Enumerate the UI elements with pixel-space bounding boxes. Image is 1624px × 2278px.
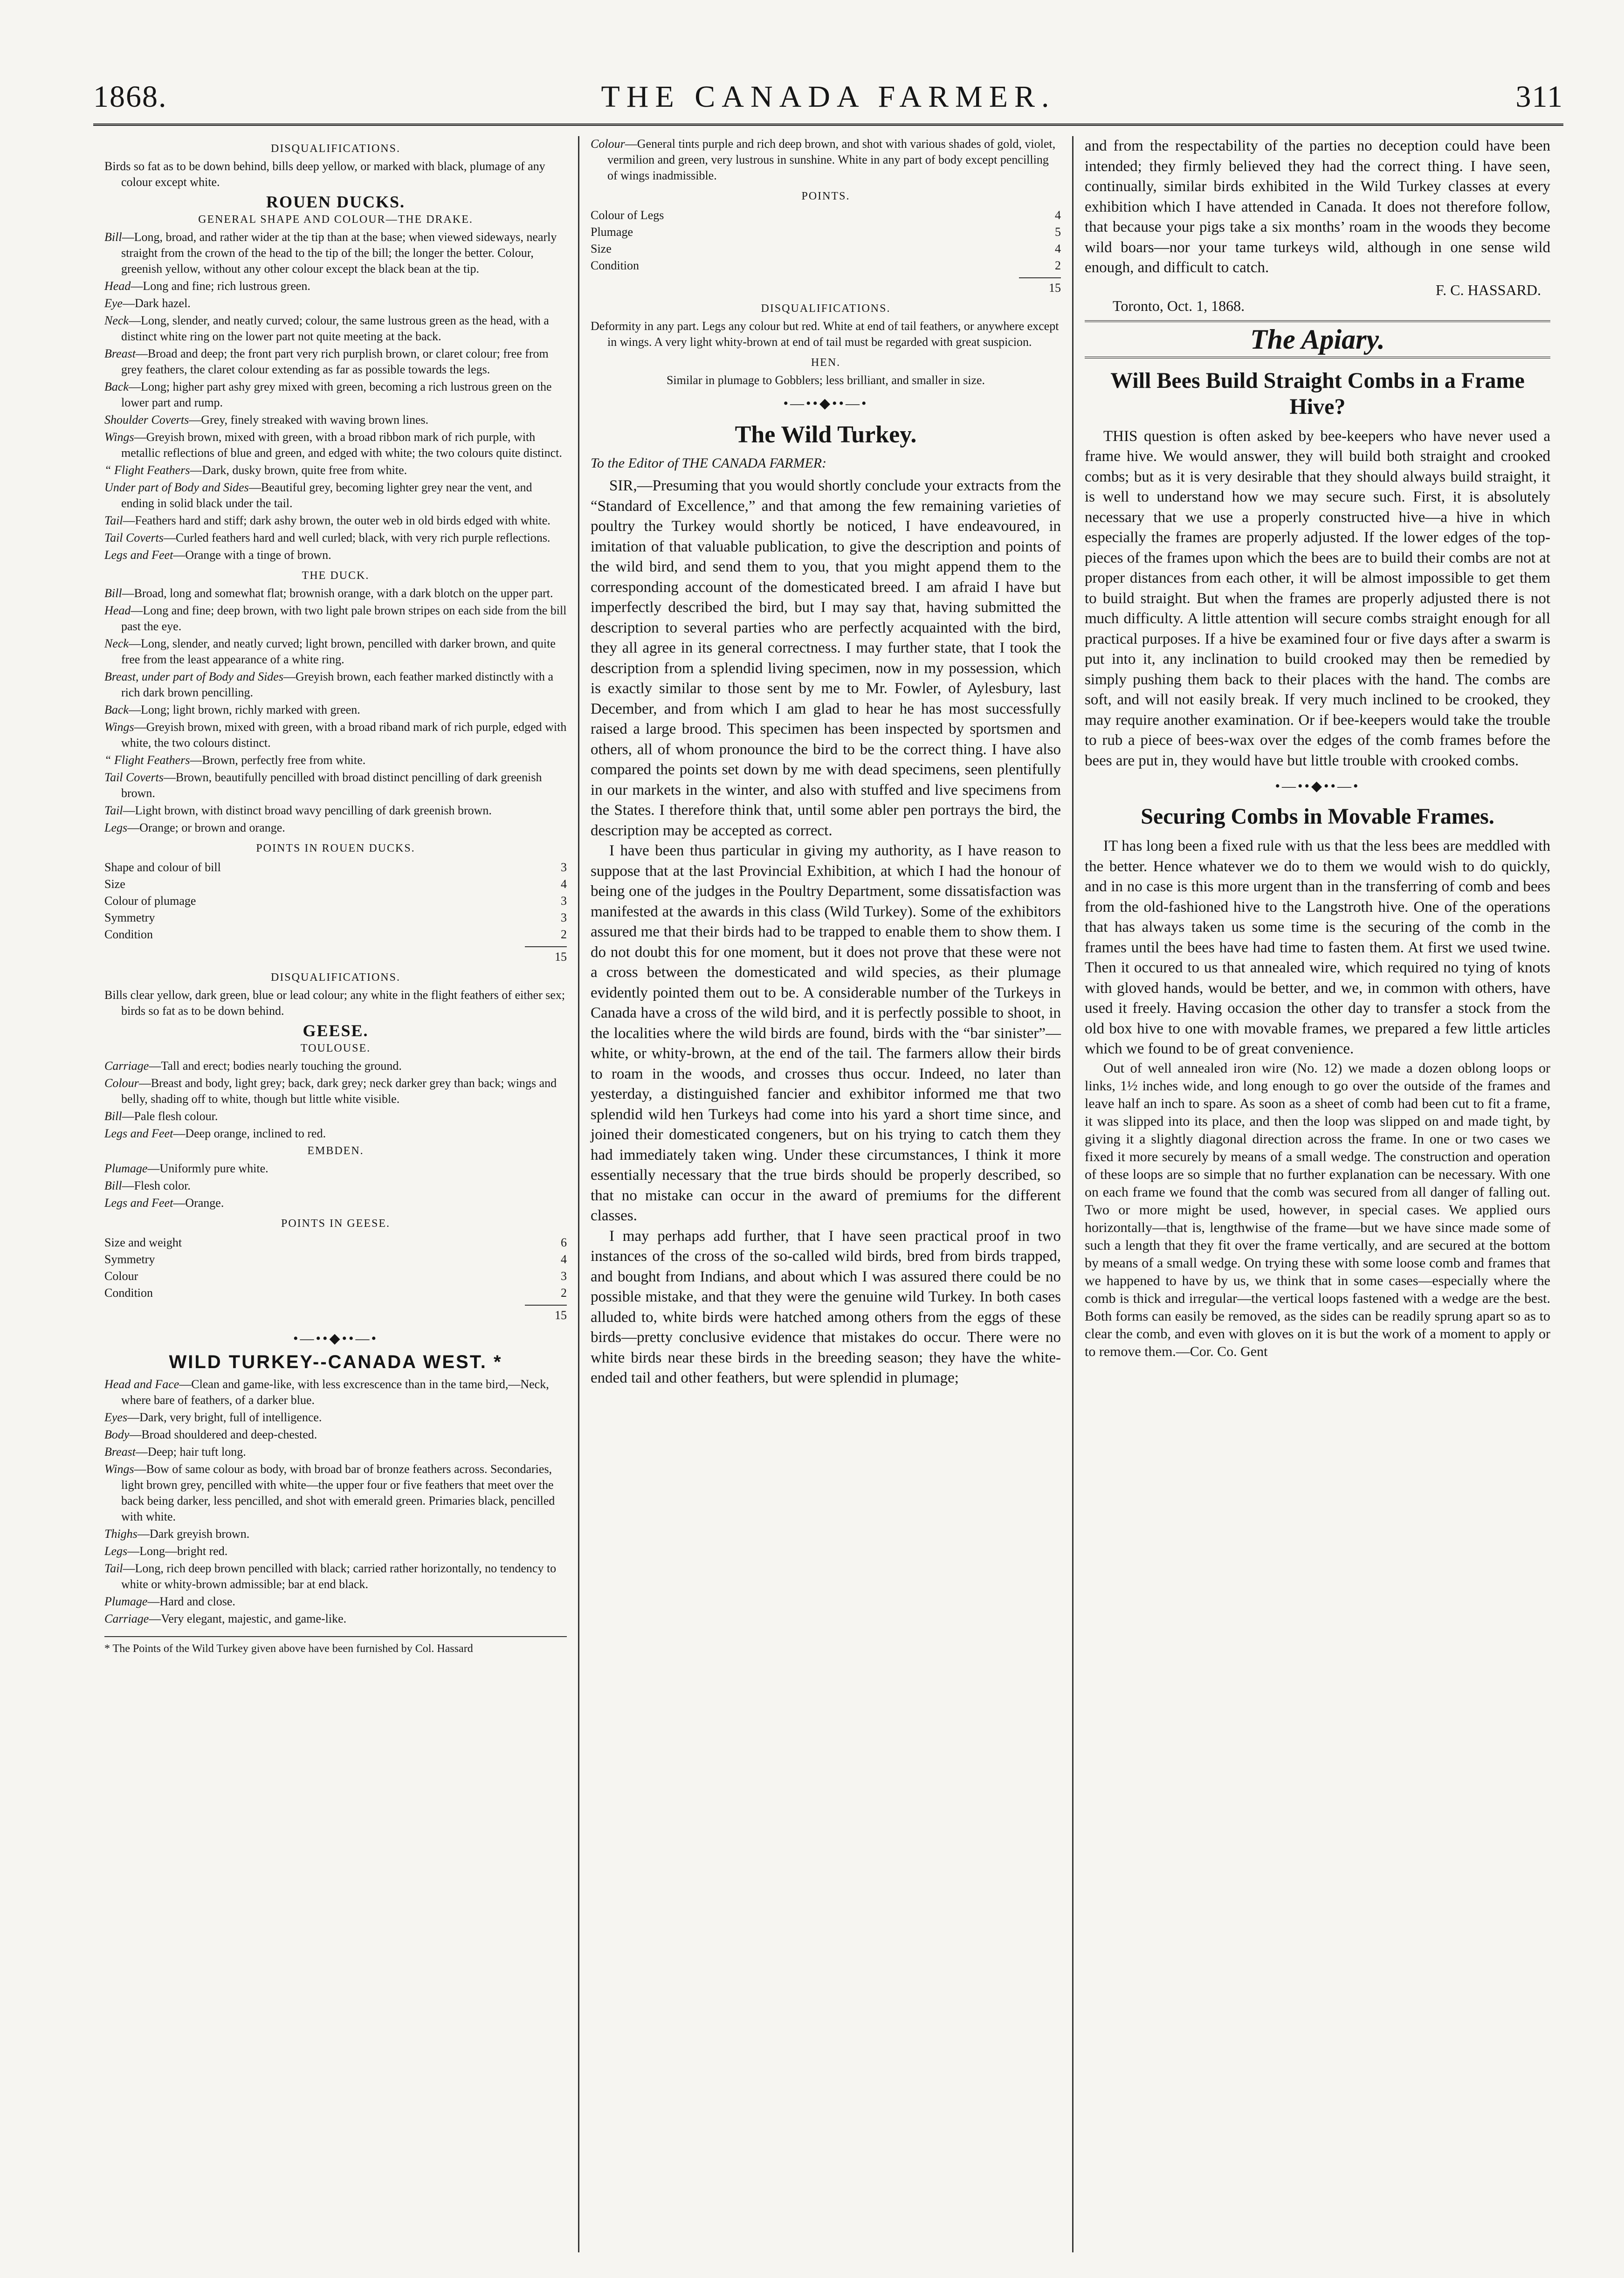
entry-term: Breast — [104, 1445, 136, 1459]
entry-term: Tail — [104, 514, 123, 527]
entry-term: Plumage — [104, 1595, 148, 1608]
description-entry — [104, 820, 567, 836]
entry-term: Carriage — [104, 1059, 149, 1073]
points-value: 6 — [561, 1236, 567, 1249]
turkey-colour-entry — [591, 136, 1061, 184]
description-entry — [104, 346, 567, 378]
entry-text: —General tints purple and rich deep brown, and shot with various shades of gold, violet, vermilion and green, very lustrous in sunshine. White in any part of body except pencilling of wings inadmissible. — [607, 137, 1056, 182]
points-value: 3 — [561, 860, 567, 874]
points-value: 3 — [561, 894, 567, 908]
points-label: Condition — [104, 1286, 153, 1300]
points-label: Colour — [104, 1269, 138, 1283]
disqualifications-text-2: Bills clear yellow, dark green, blue or lead colour; any white in the flight feathers of either sex; birds so fat as to be down behind. — [104, 988, 565, 1018]
points-value: 3 — [561, 1269, 567, 1283]
duck-heading: THE DUCK. — [302, 570, 370, 582]
description-entry — [104, 229, 567, 277]
description-entry — [104, 669, 567, 701]
geese-points-heading: POINTS IN GEESE. — [281, 1218, 390, 1230]
description-entry — [104, 296, 567, 311]
entry-term: Breast, under part of Body and Sides — [104, 670, 283, 683]
entry-term: Plumage — [104, 1162, 148, 1175]
embden-description-list — [104, 1161, 567, 1211]
entry-text: —Long, rich deep brown pencilled with black; carried rather horizontally, no tendency to white or whity-brown admissible; bar at end black. — [121, 1562, 557, 1591]
points-row — [104, 893, 567, 909]
points-label: Symmetry — [104, 911, 155, 924]
bees-article-title: Will Bees Build Straight Combs in a Frame Hive? — [1110, 368, 1525, 419]
points-row — [104, 1285, 567, 1301]
entry-text: —Flesh color. — [122, 1179, 191, 1192]
points-row — [591, 257, 1061, 274]
points-label: Size — [104, 877, 125, 891]
description-entry — [104, 719, 567, 751]
section-divider: •—••◆••—• — [1275, 778, 1360, 794]
section-divider: •—••◆••—• — [293, 1331, 378, 1346]
description-entry — [104, 770, 567, 801]
disqualifications-heading-2: DISQUALIFICATIONS. — [270, 971, 400, 984]
article-paragraph-2: I have been thus particular in giving my authority, as I have reason to suppose that at the last Provincial Exhibition, at which I had the honour of being one of the judges in the Poultry Department, some dissatisfaction was manifested at the awards in this class (Wild Turkey). Some of the exhibitors assured me that their birds had to be trapped to enable them to show them. I do not doubt this for one moment, but it does not prove that these were not a cross between the domesticated and wild species, as their plumage evidently pointed them out to be. A considerable number of the Turkeys in Canada have a cross of the wild bird, and it is perfectly possible to shoot, in the localities where the wild birds are found, birds with the “bar sinister”—white, or whity-brown, at the end of the tail. The farmers allow their birds to roam in the woods, and crosses thus occur. Indeed, no later than yesterday, a distinguished fancier and exhibitor informed me that two splendid wild hen Turkeys had come into his yard a short time since, and joined their domesticated congeners, but on his trying to catch them they had immediately taken wing. Under these circumstances, I think it more essentially necessary that the true birds should be properly described, so that no mistake can occur in the award of premiums for the different classes. — [591, 842, 1061, 1224]
entry-text: —Uniformly pure white. — [147, 1162, 268, 1175]
entry-term: Head and Face — [104, 1377, 179, 1391]
rouen-points-total: 15 — [525, 946, 567, 965]
description-entry — [104, 379, 567, 411]
entry-text: —Long, slender, and neatly curved; colour, the same lustrous green as the head, with a distinct white ring on the lower part not quite meeting at the back. — [121, 314, 549, 343]
entry-text: —Orange with a tinge of brown. — [173, 548, 331, 562]
disqualifications-text: Birds so fat as to be down behind, bills deep yellow, or marked with black, plumage of any colour except white. — [104, 159, 545, 189]
turkey-disqualifications-heading: DISQUALIFICATIONS. — [761, 303, 891, 315]
entry-term: Bill — [104, 230, 122, 244]
turkey-points-table — [591, 207, 1061, 275]
entry-term: Neck — [104, 637, 129, 650]
entry-term: Bill — [104, 1109, 122, 1123]
bees-article-text: THIS question is often asked by bee-keepers who have never used a frame hive. We would answer, they will build both straight and crooked combs; but as it is very desirable that they should always build straight, it is well to understand how we may secure such. First, it is absolutely necessary that we use a properly constructed hive—a hive in which especially the frames are properly adjusted. If the lower edges of the top-pieces of the frames upon which the bees are to build their combs are not at proper distances from each other, it will be almost impossible to get them to build straight. But when the frames are properly adjusted there is not much difficulty. A little attention will secure combs straight enough for all practical purposes. If a hive be examined four or five days after a swarm is put into it, any inclination to build crooked may then be remedied by simply pushing them back to their places with the hand. The combs are soft, and will not easily break. If very much inclined to be crooked, they may require another examination. Or if bee-keepers would take the trouble to rub a piece of bees-wax over the edges of the comb frames before the bees are put in, they would have but little trouble with crooked combs. — [1085, 427, 1550, 769]
description-entry — [104, 1195, 567, 1211]
description-entry — [104, 530, 567, 546]
entry-term: Under part of Body and Sides — [104, 481, 249, 494]
points-label: Plumage — [591, 225, 633, 239]
description-entry — [104, 278, 567, 294]
entry-text: —Pale flesh colour. — [122, 1109, 218, 1123]
entry-term: Back — [104, 703, 129, 716]
points-label: Condition — [104, 928, 153, 941]
entry-text: —Bow of same colour as body, with broad bar of bronze feathers across. Secondaries, light brown grey, pencilled with white—the upper four or five feathers that meet over the back being darker, less pencilled, and shot with emerald green. Primaries black, pencilled with white. — [121, 1462, 555, 1523]
points-value: 3 — [561, 911, 567, 924]
description-entry — [104, 1427, 567, 1443]
rouen-ducks-heading: ROUEN DUCKS. — [266, 193, 406, 211]
page-number: 311 — [1515, 80, 1563, 114]
points-value: 4 — [561, 877, 567, 891]
description-entry — [104, 429, 567, 461]
description-entry — [104, 603, 567, 634]
description-entry — [104, 1461, 567, 1525]
wild-turkey-heading: WILD TURKEY--CANADA WEST. * — [169, 1352, 502, 1372]
entry-text: —Clean and game-like, with less excrescence than in the tame bird,—Neck, where bare of feathers, of a darker blue. — [121, 1377, 549, 1407]
description-entry — [104, 1611, 567, 1627]
entry-term: Legs — [104, 1544, 128, 1558]
entry-term: Neck — [104, 314, 129, 327]
entry-text: —Long, broad, and rather wider at the tip than at the base; when viewed sideways, nearly straight from the crown of the head to the tip of the bill; the longer the better. Colour, greenish yellow, without any other colour except the black bean at the tip. — [121, 230, 557, 275]
dateline: Toronto, Oct. 1, 1868. — [1113, 297, 1245, 314]
description-entry — [104, 513, 567, 529]
entry-term: Colour — [591, 137, 625, 151]
entry-text: —Brown, beautifully pencilled with broad distinct pencilling of dark greenish brown. — [121, 771, 542, 800]
entry-text: —Dark hazel. — [122, 296, 191, 310]
points-row — [104, 1234, 567, 1251]
entry-term: Legs and Feet — [104, 548, 173, 562]
entry-text: —Long and fine; deep brown, with two light pale brown stripes on each side from the bill past the eye. — [121, 604, 567, 633]
description-entry — [104, 636, 567, 668]
points-label: Colour of Legs — [591, 208, 664, 222]
entry-text: —Broad, long and somewhat flat; brownish orange, with a dark blotch on the upper part. — [122, 586, 553, 600]
entry-term: Breast — [104, 347, 136, 360]
column-3 — [1072, 136, 1562, 2252]
author-signature: F. C. HASSARD. — [1436, 281, 1541, 298]
masthead — [93, 79, 1563, 126]
points-label: Colour of plumage — [104, 894, 196, 908]
description-entry — [104, 313, 567, 344]
entry-text: —Orange. — [173, 1196, 224, 1210]
salutation: To the Editor of THE CANADA FARMER: — [591, 455, 827, 471]
entry-term: Tail Coverts — [104, 531, 164, 544]
entry-text: —Long; higher part ashy grey mixed with green, becoming a rich lustrous green on the lower part and rump. — [121, 380, 552, 409]
points-label: Shape and colour of bill — [104, 860, 221, 874]
turkey-points-heading: POINTS. — [801, 190, 850, 202]
entry-term: Wings — [104, 430, 134, 444]
masthead-title: THE CANADA FARMER. — [601, 80, 1056, 114]
entry-text: —Dark, very bright, full of intelligence. — [127, 1411, 322, 1424]
entry-text: —Orange; or brown and orange. — [127, 821, 285, 834]
description-entry — [104, 1561, 567, 1592]
description-entry — [104, 1161, 567, 1177]
column-1 — [93, 136, 578, 2252]
rouen-points-heading: POINTS IN ROUEN DUCKS. — [256, 842, 415, 854]
entry-text: —Broad shouldered and deep-chested. — [129, 1428, 317, 1441]
rouen-points-table — [104, 859, 567, 943]
geese-points-total: 15 — [525, 1305, 567, 1323]
description-entry — [104, 480, 567, 511]
points-value: 2 — [1055, 259, 1061, 272]
entry-term: Eye — [104, 296, 123, 310]
description-entry — [104, 1410, 567, 1425]
entry-text: —Broad and deep; the front part very rich purplish brown, or claret colour; free from grey feathers, the claret colour extending as far as possible towards the legs. — [121, 347, 549, 376]
entry-text: —Hard and close. — [147, 1595, 235, 1608]
entry-term: Tail — [104, 804, 123, 817]
entry-text: —Deep; hair tuft long. — [135, 1445, 246, 1459]
points-value: 5 — [1055, 225, 1061, 239]
entry-text: —Long; light brown, richly marked with green. — [128, 703, 360, 716]
points-row — [104, 926, 567, 943]
combs-article-title: Securing Combs in Movable Frames. — [1141, 804, 1494, 829]
entry-text: —Curled feathers hard and well curled; black, with very rich purple reflections. — [163, 531, 551, 544]
entry-term: Legs and Feet — [104, 1127, 173, 1140]
entry-text: —Greyish brown, each feather marked distinctly with a rich dark brown pencilling. — [121, 670, 553, 699]
entry-text: —Tall and erect; bodies nearly touching the ground. — [149, 1059, 402, 1073]
entry-text: —Brown, perfectly free from white. — [190, 753, 366, 767]
embden-heading: EMBDEN. — [307, 1145, 364, 1157]
entry-term: Back — [104, 380, 129, 393]
points-label: Condition — [591, 259, 640, 272]
entry-term: Colour — [104, 1076, 139, 1090]
entry-term: Tail — [104, 1562, 123, 1575]
entry-text: —Long, slender, and neatly curved; light brown, pencilled with darker brown, and quite free from the least appearance of a white ring. — [121, 637, 556, 666]
description-entry — [104, 412, 567, 428]
description-entry — [104, 462, 567, 478]
entry-term: Shoulder Coverts — [104, 413, 189, 427]
turkey-points-total: 15 — [1019, 277, 1061, 296]
masthead-year: 1868. — [93, 80, 167, 114]
description-entry — [104, 547, 567, 563]
article-continuation: and from the respectability of the parties no deception could have been intended; they firmly believed they had the correct thing. I have seen, continually, similar birds exhibited in the Wild Turkey classes at every exhibition which I have attended in Canada. It does not therefore follow, that because your pigs take a six months’ roam in the woods they become wild boars—nor your tame turkeys wild, although in one sense wild enough, and difficult to catch. — [1085, 138, 1550, 276]
toulouse-description-list — [104, 1058, 567, 1142]
points-label: Size — [591, 242, 612, 255]
entry-text: —Very elegant, majestic, and game-like. — [149, 1612, 347, 1625]
columns — [93, 136, 1563, 2252]
points-label: Size and weight — [104, 1236, 182, 1249]
entry-term: Thighs — [104, 1527, 138, 1541]
entry-text: —Light brown, with distinct broad wavy pencilling of dark greenish brown. — [123, 804, 492, 817]
entry-text: —Feathers hard and stiff; dark ashy brown, the outer web in old birds edged with white. — [123, 514, 551, 527]
entry-text: —Dark greyish brown. — [137, 1527, 250, 1541]
points-value: 2 — [561, 1286, 567, 1300]
entry-text: —Greyish brown, mixed with green, with a broad ribbon mark of rich purple, with metallic reflections of blue and green, and edged with white; the two colours quite distinct. — [121, 430, 562, 460]
hen-text: Similar in plumage to Gobblers; less brilliant, and smaller in size. — [666, 373, 985, 387]
disqualifications-heading: DISQUALIFICATIONS. — [270, 143, 400, 155]
toulouse-heading: TOULOUSE. — [300, 1042, 371, 1054]
points-row — [104, 1251, 567, 1268]
points-value: 4 — [1055, 242, 1061, 255]
entry-term: Tail Coverts — [104, 771, 164, 784]
drake-description-list — [104, 229, 567, 563]
entry-text: —Long and fine; rich lustrous green. — [131, 279, 310, 293]
entry-term: Body — [104, 1428, 130, 1441]
rouen-drake-subheading: GENERAL SHAPE AND COLOUR—THE DRAKE. — [198, 213, 473, 226]
footnote: * The Points of the Wild Turkey given above have been furnished by Col. Hassard — [104, 1636, 567, 1657]
description-entry — [104, 1376, 567, 1408]
description-entry — [104, 1058, 567, 1074]
entry-term: Eyes — [104, 1411, 128, 1424]
wild-turkey-description-list — [104, 1376, 567, 1627]
entry-text: —Dark, dusky brown, quite free from white. — [190, 463, 407, 477]
points-row — [591, 207, 1061, 224]
entry-term: “ Flight Feathers — [104, 463, 190, 477]
points-row — [104, 1268, 567, 1285]
description-entry — [104, 803, 567, 819]
entry-text: —Breast and body, light grey; back, dark grey; neck darker grey than back; wings and belly, shading off to white, though but little white visible. — [121, 1076, 557, 1106]
geese-heading: GEESE. — [303, 1021, 369, 1040]
points-row — [591, 224, 1061, 241]
hen-heading: HEN. — [811, 357, 841, 369]
points-row — [104, 909, 567, 926]
article-paragraph-3: I may perhaps add further, that I have seen practical proof in two instances of the cross of the so-called wild birds, bred from birds trapped, and bought from Indians, and about which I was assured there could be no possible mistake, and that they were the genuine wild Turkey. In both cases alluded to, white birds were hatched among others from the eggs of these birds—pretty conclusive evidence that mistakes do occur. There were no white birds near these birds in the breeding season; they have the white-ended tail and other feathers, but were splendid in plumage; — [591, 1227, 1061, 1386]
entry-text: —Beautiful grey, becoming lighter grey near the vent, and ending in solid black under the tail. — [121, 481, 532, 510]
description-entry — [104, 1594, 567, 1610]
entry-term: “ Flight Feathers — [104, 753, 190, 767]
geese-points-table — [104, 1234, 567, 1302]
points-row — [591, 241, 1061, 257]
entry-term: Legs — [104, 821, 128, 834]
entry-term: Legs and Feet — [104, 1196, 173, 1210]
points-value: 2 — [561, 928, 567, 941]
turkey-disqualifications-text: Deformity in any part. Legs any colour but red. White at end of tail feathers, or anywhere except in wings. A very light whity-brown at end of tail must be regarded with great suspicion. — [591, 319, 1059, 349]
description-entry — [104, 1526, 567, 1542]
entry-text: —Greyish brown, mixed with green, with a broad riband mark of rich purple, edged with white, the two colours distinct. — [121, 720, 567, 750]
column-2 — [578, 136, 1072, 2252]
article-title: The Wild Turkey. — [735, 421, 917, 448]
entry-term: Carriage — [104, 1612, 149, 1625]
entry-term: Bill — [104, 1179, 122, 1192]
points-row — [104, 859, 567, 876]
duck-description-list — [104, 585, 567, 836]
article-paragraph-1: SIR,—Presuming that you would shortly conclude your extracts from the “Standard of Excellence,” and that among the few remaining varieties of poultry the Turkey would shortly be noticed, I have endeavoured, in imitation of that valuable publication, to give the description and points of the wild bird, and send them to you, that you might append them to the corresponding account of the domesticated breed. I am afraid I have but imperfectly described the bird, but I may say that, having submitted the description to several parties who are perfectly acquainted with the bird, they all agree in its general correctness. I may further state, that I took the description from a splendid living specimen, now in my possession, which is exactly similar to those sent by me to Mr. Fowler, of Aylesbury, last December, and from which I am glad to hear he has most successfully raised a large brood. This specimen has been inspected by sportsmen and others, all of whom pronounce the bird to be the correct thing. I have also compared the points set down by me with dead specimens, seen plentifully in our markets in the winter, and also with stuffed and live specimens from the States. I therefore think that, until some abler pen portrays the bird, the description may be accepted as correct. — [591, 477, 1061, 839]
description-entry — [104, 585, 567, 601]
description-entry — [104, 1126, 567, 1142]
description-entry — [104, 1178, 567, 1194]
points-value: 4 — [1055, 208, 1061, 222]
entry-term: Head — [104, 279, 131, 293]
department-heading: The Apiary. — [1085, 320, 1550, 358]
section-divider: •—••◆••—• — [783, 396, 868, 411]
combs-paragraph-2: Out of well annealed iron wire (No. 12) we made a dozen oblong loops or links, 1½ inches wide, and long enough to go over the outside of the frames and leave half an inch to spare. As soon as a sheet of comb had been cut to fit a frame, it was slipped into its place, and then the loop was slipped on and made tight, by giving it a slightly diagonal direction across the frame. In one or two cases we fixed it more securely by means of a small wedge. The construction and operation of these loops are so simple that no further explanation can be necessary. With one on each frame we found that the comb was secured from all danger of falling out. Two or more might be used, however, in special cases. We applied ours horizontally—that is, lengthwise of the frame—but we have since made some of such a length that they fit over the frame vertically, and are secured at the bottom by means of a small wedge. On trying these with some loose comb and frames that we happened to have by us, we think that in some cases—especially where the comb is thick and irregular—the vertical loops fastened with a wedge are the best. Both forms can easily be removed, as the sides can be readily sprung apart so as to clear the comb, and even with gloves on it is but the work of a moment to apply or to remove them.—Cor. Co. Gent — [1085, 1060, 1550, 1359]
description-entry — [104, 1075, 567, 1107]
entry-text: —Long—bright red. — [127, 1544, 228, 1558]
entry-term: Head — [104, 604, 131, 617]
description-entry — [104, 752, 567, 768]
description-entry — [104, 1108, 567, 1124]
points-value: 4 — [561, 1253, 567, 1266]
combs-paragraph-1: IT has long been a fixed rule with us that the less bees are meddled with the better. Hence whatever we do to them we would wish to do quickly, and in no case is this more urgent than in the transferring of comb and bees from the old-fashioned hive to the Langstroth hive. One of the operations that has always taken us some time is the securing of the comb in the frames until the bees have had time to fasten them. At first we used twine. Then it occured to us that annealed wire, which required no tying of knots with gloved hands, would be better, and we, in common with others, have used it freely. Having occasion the other day to transfer a stock from the old box hive to one with movable frames, we prepared a few little articles which we found to be of great convenience. — [1085, 838, 1550, 1057]
entry-term: Wings — [104, 720, 134, 734]
entry-term: Wings — [104, 1462, 134, 1476]
points-label: Symmetry — [104, 1253, 155, 1266]
entry-text: —Grey, finely streaked with waving brown lines. — [189, 413, 429, 427]
points-row — [104, 876, 567, 893]
entry-term: Bill — [104, 586, 122, 600]
description-entry — [104, 1543, 567, 1559]
description-entry — [104, 702, 567, 718]
entry-text: —Deep orange, inclined to red. — [173, 1127, 326, 1140]
description-entry — [104, 1444, 567, 1460]
